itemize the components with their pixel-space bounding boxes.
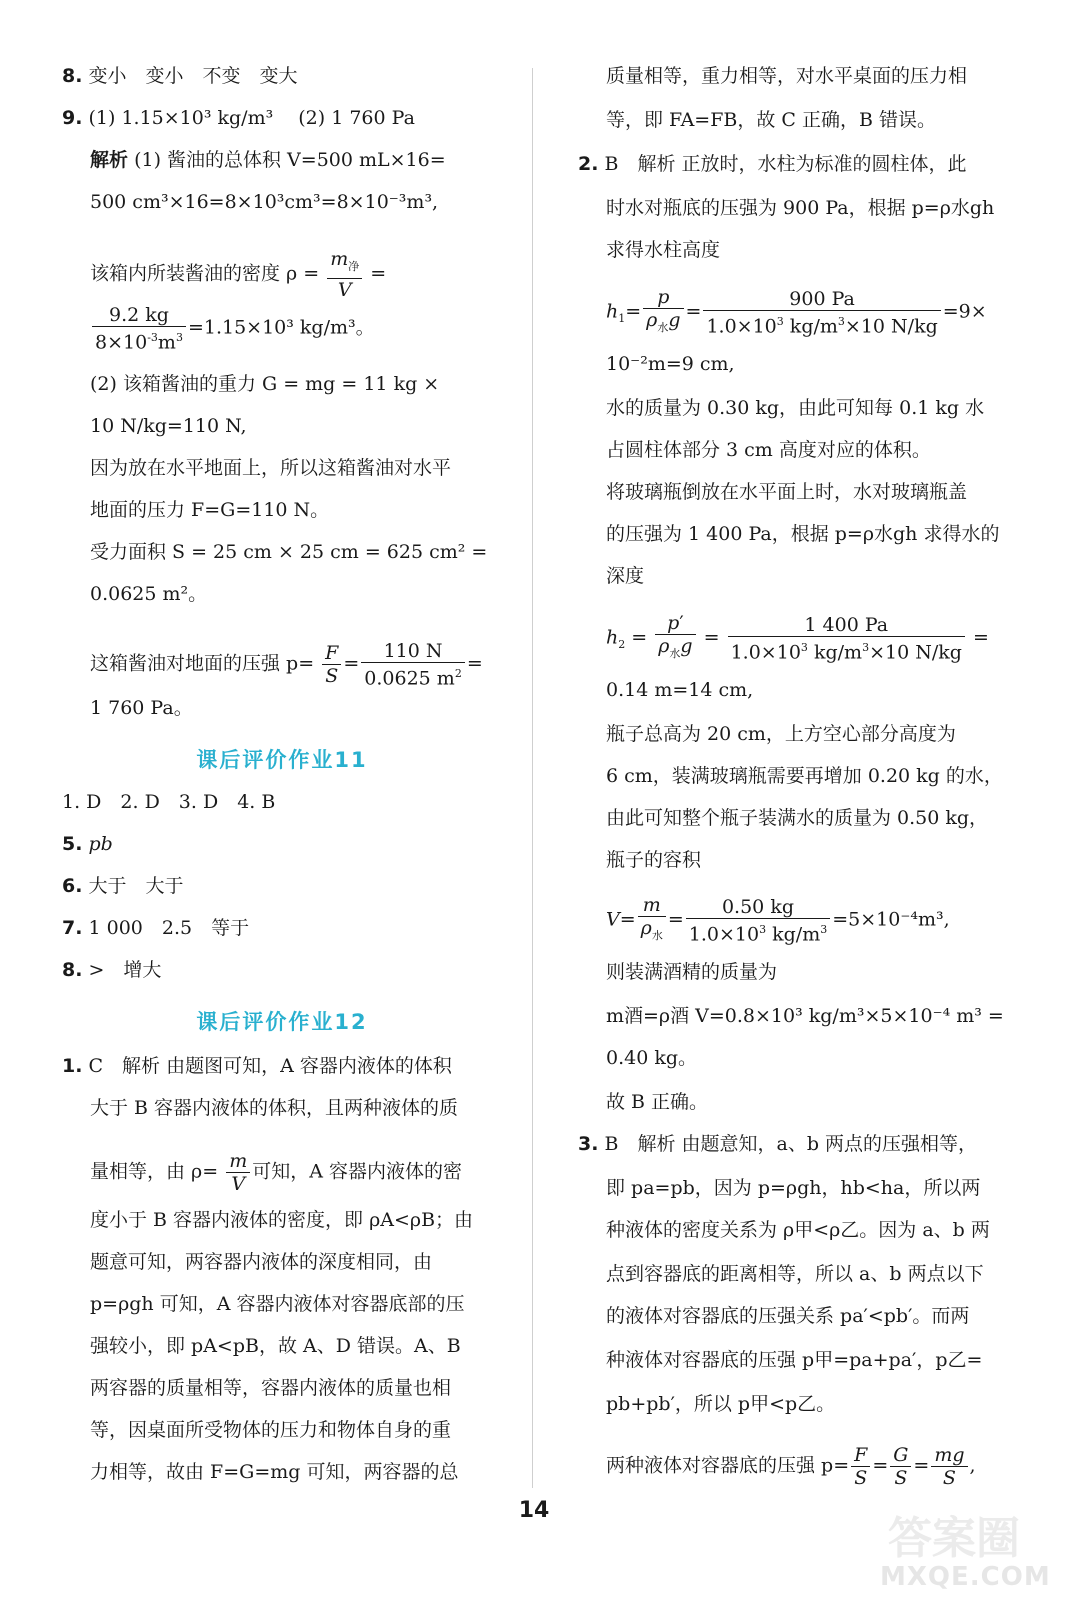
q12-1-line-5: 题意可知，两容器内液体的深度相同，由 (90, 1251, 433, 1273)
q12-1-line-2: 大于 B 容器内液体的体积，且两种液体的质 (90, 1097, 459, 1119)
r-line-20: 则装满酒精的质量为 (606, 961, 778, 983)
r-line-12: 深度 (606, 565, 645, 587)
q12-1-line-10: 力相等，故由 F=G=mg 可知，两容器的总 (90, 1461, 459, 1483)
answer-5: 5. pb (62, 833, 113, 855)
r-line-25: 即 pa=pb，因为 p=ρgh，hb<ha，所以两 (606, 1177, 981, 1199)
answer-8: 8. 变小 变小 不变 变大 (62, 65, 298, 87)
r-line-8: 水的质量为 0.30 kg，由此可知每 0.1 kg 水 (606, 397, 985, 419)
r-line-4: 时水对瓶底的压强为 900 Pa，根据 p=ρ水gh (606, 197, 995, 219)
r-line-5: 求得水柱高度 (606, 239, 721, 261)
r-line-9: 占圆柱体部分 3 cm 高度对应的体积。 (606, 439, 931, 461)
q12-1-line-1: 1. C 解析 由题图可知，A 容器内液体的体积 (62, 1055, 452, 1077)
r-line-21: m酒=ρ酒 V=0.8×10³ kg/m³×5×10⁻⁴ m³ = (606, 1005, 1004, 1027)
answer-9-line-3: 该箱内所装酱油的密度 ρ = $\frac{m_净}{V}$ = (90, 248, 387, 301)
answers-1-4: 1. D 2. D 3. D 4. B (62, 791, 276, 813)
q12-1-line-9: 等，因桌面所受物体的压力和物体自身的重 (90, 1419, 452, 1441)
column-divider (532, 68, 533, 1488)
answer-8b: 8. > 增大 (62, 959, 162, 981)
r-line-7: 10⁻²m=9 cm, (606, 353, 735, 375)
watermark-text: MXQE.COM (880, 1562, 1051, 1592)
answer-7: 7. 1 000 2.5 等于 (62, 917, 250, 939)
q12-3-line-1: 3. B 解析 由题意知，a、b 两点的压强相等， (578, 1133, 978, 1155)
r-line-16: 6 cm，装满玻璃瓶需要再增加 0.20 kg 的水， (606, 765, 1003, 787)
answer-9-line-10: 0.0625 m²。 (90, 583, 208, 605)
q12-1-line-3: 量相等，由 ρ= $\frac{m}{V}$ 可知，A 容器内液体的密 (90, 1150, 462, 1195)
section-title-11: 课后评价作业11 (196, 748, 368, 772)
page-number: 14 (518, 1498, 550, 1523)
answer-9-line-5: (2) 该箱酱油的重力 G = mg = 11 kg × (90, 373, 440, 395)
r-formula-v: V= $\frac{m}{\rho_水}$ = $\frac{0.50 kg}{1.0\times 10^3 kg/m^3}$ =5×10⁻⁴m³, (606, 894, 950, 946)
section-title-12: 课后评价作业12 (196, 1010, 368, 1034)
answer-9-line-7: 因为放在水平地面上，所以这箱酱油对水平 (90, 457, 452, 479)
answer-9-line-6: 10 N/kg=110 N, (90, 415, 247, 437)
r-line-26: 种液体的密度关系为 ρ甲<ρ乙。因为 a、b 两 (606, 1219, 990, 1241)
answer-9-line-11: 这箱酱油对地面的压强 p= $\frac{F}{S}$ = $\frac{110 N}{0.0625 m^2}$ = (90, 640, 483, 690)
answer-9-line-2: 500 cm³×16=8×10³cm³=8×10⁻³m³, (90, 191, 439, 213)
watermark (880, 1500, 1060, 1596)
r-line-27: 点到容器底的距离相等，所以 a、b 两点以下 (606, 1263, 984, 1285)
r-line-30: pb+pb′，所以 p甲<p乙。 (606, 1393, 836, 1415)
answer-6: 6. 大于 大于 (62, 875, 184, 897)
answer-9-line-4: $\frac{9.2 kg}{8\times 10^{-3}m^3}$ =1.15×10³ kg/m³。 (90, 304, 375, 353)
r-line-18: 瓶子的容积 (606, 849, 702, 871)
r-line-17: 由此可知整个瓶子装满水的质量为 0.50 kg， (606, 807, 989, 829)
r-line-10: 将玻璃瓶倒放在水平面上时，水对玻璃瓶盖 (606, 481, 968, 503)
q12-1-line-6: p=ρgh 可知，A 容器内液体对容器底部的压 (90, 1293, 465, 1315)
r-formula-h1: $h_1=$ $\frac{p}{\rho_水g}$ = $\frac{900 Pa}{1.0\times 10^3 kg/m^3\times 10 N/kg}$ =9× (606, 286, 987, 338)
answer-9-line-1: 解析 (1) 酱油的总体积 V=500 mL×16= (90, 149, 446, 171)
r-formula-h2: $h_2$ = $\frac{p'}{\rho_水g}$ = $\frac{1 400 Pa}{1.0\times 10^3 kg/m^3\times 10 N/kg}$ = (606, 612, 989, 664)
answer-9: 9. (1) 1.15×10³ kg/m³ (2) 1 760 Pa (62, 107, 415, 129)
answer-9-line-12: 1 760 Pa。 (90, 697, 193, 719)
r-line-14: 0.14 m=14 cm, (606, 679, 754, 701)
q12-1-line-7: 强较小，即 pA<pB，故 A、D 错误。A、B (90, 1335, 461, 1357)
r-line-31: 两种液体对容器底的压强 p= $\frac{F}{S}$ = $\frac{G}{S}$ = $\frac{mg}{S}$ , (606, 1444, 976, 1489)
r-line-2: 等，即 FA=FB，故 C 正确，B 错误。 (606, 109, 936, 131)
answer-9-line-8: 地面的压力 F=G=110 N。 (90, 499, 330, 521)
answer-9-line-9: 受力面积 S = 25 cm × 25 cm = 625 cm² = (90, 541, 488, 563)
r-line-1: 质量相等，重力相等，对水平桌面的压力相 (606, 65, 968, 87)
r-line-15: 瓶子总高为 20 cm，上方空心部分高度为 (606, 723, 956, 745)
r-line-22: 0.40 kg。 (606, 1047, 698, 1069)
q12-2-line-1: 2. B 解析 正放时，水柱为标准的圆柱体，此 (578, 153, 967, 175)
q12-1-line-4: 度小于 B 容器内液体的密度，即 ρA<ρB；由 (90, 1209, 474, 1231)
r-line-11: 的压强为 1 400 Pa，根据 p=ρ水gh 求得水的 (606, 523, 1000, 545)
q12-1-line-8: 两容器的质量相等，容器内液体的质量也相 (90, 1377, 452, 1399)
r-line-28: 的液体对容器底的压强关系 pa′<pb′。而两 (606, 1305, 970, 1327)
r-line-23: 故 B 正确。 (606, 1091, 709, 1113)
r-line-29: 种液体对容器底的压强 p甲=pa+pa′，p乙= (606, 1349, 983, 1371)
watermark-logo-icon: 答案圈 (888, 1513, 1020, 1564)
